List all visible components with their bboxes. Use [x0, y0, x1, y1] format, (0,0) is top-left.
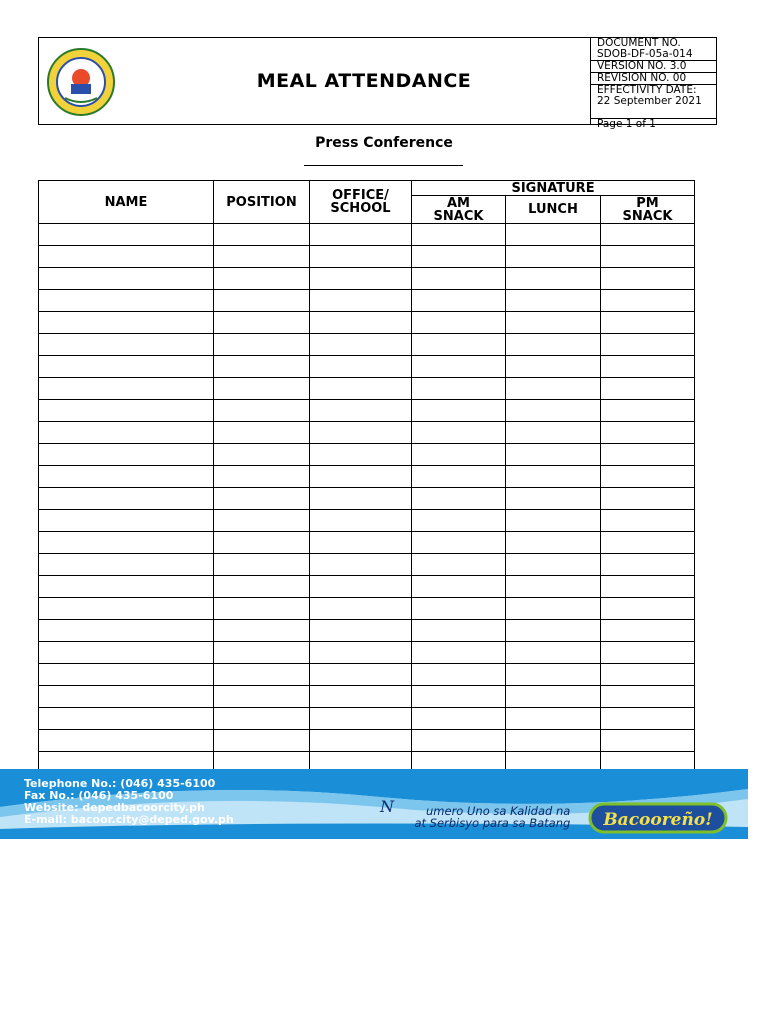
- lunch-cell[interactable]: [506, 268, 601, 290]
- table-row: [39, 510, 695, 532]
- attendance-rows: [39, 224, 695, 774]
- am-snack-cell[interactable]: [412, 356, 506, 378]
- table-row: [39, 642, 695, 664]
- attendance-table: [38, 180, 695, 774]
- pm-snack-cell[interactable]: [601, 356, 695, 378]
- position-cell[interactable]: [214, 444, 310, 466]
- pm-snack-cell[interactable]: [601, 422, 695, 444]
- position-cell[interactable]: [214, 510, 310, 532]
- motto-text: [380, 797, 571, 830]
- office-cell[interactable]: [310, 708, 412, 730]
- table-row: [39, 312, 695, 334]
- table-row: [39, 422, 695, 444]
- am-snack-cell[interactable]: [412, 620, 506, 642]
- position-cell[interactable]: [214, 378, 310, 400]
- office-cell[interactable]: [310, 224, 412, 246]
- position-cell[interactable]: [214, 334, 310, 356]
- bacooreno-brand-logo: [588, 800, 728, 836]
- lunch-cell[interactable]: [506, 246, 601, 268]
- am-snack-cell[interactable]: [412, 334, 506, 356]
- table-row: [39, 664, 695, 686]
- lunch-cell[interactable]: [506, 466, 601, 488]
- contact-info: [24, 778, 234, 826]
- effectivity-cell: [591, 85, 716, 119]
- lunch-cell[interactable]: [506, 290, 601, 312]
- table-row: [39, 224, 695, 246]
- lunch-cell[interactable]: [506, 686, 601, 708]
- position-cell[interactable]: [214, 422, 310, 444]
- table-row: [39, 246, 695, 268]
- table-row: [39, 356, 695, 378]
- lunch-cell[interactable]: [506, 444, 601, 466]
- page-number-cell: Page 1 of 1: [597, 118, 656, 130]
- name-cell[interactable]: [39, 312, 214, 334]
- name-cell[interactable]: [39, 664, 214, 686]
- lunch-cell[interactable]: [506, 598, 601, 620]
- name-cell[interactable]: [39, 510, 214, 532]
- lunch-cell[interactable]: [506, 400, 601, 422]
- pm-snack-header: [601, 196, 695, 224]
- position-cell[interactable]: [214, 708, 310, 730]
- lunch-cell[interactable]: [506, 422, 601, 444]
- am-snack-cell[interactable]: [412, 378, 506, 400]
- website-text: Website: depedbacoorcity.ph: [24, 801, 205, 814]
- table-row: [39, 576, 695, 598]
- pm-snack-cell[interactable]: [601, 532, 695, 554]
- am-snack-cell[interactable]: [412, 576, 506, 598]
- pm-snack-cell[interactable]: [601, 510, 695, 532]
- am-snack-header: [412, 196, 506, 224]
- position-cell[interactable]: [214, 532, 310, 554]
- am-snack-cell[interactable]: [412, 444, 506, 466]
- motto-line-1: umero Uno sa Kalidad na: [426, 804, 571, 818]
- am-snack-cell[interactable]: [412, 532, 506, 554]
- am-snack-cell[interactable]: [412, 290, 506, 312]
- position-cell[interactable]: [214, 400, 310, 422]
- name-cell[interactable]: [39, 532, 214, 554]
- name-cell[interactable]: [39, 356, 214, 378]
- name-cell[interactable]: [39, 466, 214, 488]
- name-header: NAME: [39, 181, 214, 224]
- lunch-cell[interactable]: [506, 554, 601, 576]
- office-school-label: OFFICE/ SCHOOL: [330, 188, 391, 216]
- lunch-cell[interactable]: [506, 708, 601, 730]
- pm-snack-cell[interactable]: [601, 686, 695, 708]
- table-row: [39, 466, 695, 488]
- table-row: [39, 290, 695, 312]
- position-cell[interactable]: [214, 488, 310, 510]
- pm-snack-cell[interactable]: [601, 576, 695, 598]
- name-cell[interactable]: [39, 730, 214, 752]
- lunch-cell[interactable]: [506, 334, 601, 356]
- am-snack-cell[interactable]: [412, 510, 506, 532]
- table-row: [39, 334, 695, 356]
- lunch-cell[interactable]: [506, 532, 601, 554]
- position-cell[interactable]: [214, 554, 310, 576]
- document-info-block: [590, 37, 716, 130]
- pm-snack-cell[interactable]: [601, 642, 695, 664]
- am-snack-cell[interactable]: [412, 598, 506, 620]
- office-cell[interactable]: [310, 268, 412, 290]
- effectivity-label: EFFECTIVITY DATE:: [597, 84, 697, 96]
- document-number-label: DOCUMENT NO.: [597, 37, 681, 49]
- pm-snack-cell[interactable]: [601, 334, 695, 356]
- table-row: [39, 400, 695, 422]
- position-cell[interactable]: [214, 356, 310, 378]
- position-cell[interactable]: [214, 598, 310, 620]
- position-cell[interactable]: [214, 686, 310, 708]
- name-cell[interactable]: [39, 334, 214, 356]
- version-cell: VERSION NO. 3.0: [591, 61, 716, 73]
- table-row: [39, 444, 695, 466]
- effectivity-date: 22 September 2021: [597, 95, 702, 107]
- fax-text: Fax No.: (046) 435-6100: [24, 789, 174, 802]
- position-cell[interactable]: [214, 466, 310, 488]
- name-cell[interactable]: [39, 642, 214, 664]
- am-snack-label: AM SNACK: [433, 195, 484, 224]
- am-snack-cell[interactable]: [412, 268, 506, 290]
- pm-snack-label: PM SNACK: [622, 195, 673, 224]
- name-cell[interactable]: [39, 620, 214, 642]
- office-cell[interactable]: [310, 664, 412, 686]
- name-cell[interactable]: [39, 400, 214, 422]
- lunch-cell[interactable]: [506, 576, 601, 598]
- document-number-cell: [591, 38, 716, 61]
- office-cell[interactable]: [310, 400, 412, 422]
- pm-snack-cell[interactable]: [601, 598, 695, 620]
- lunch-cell[interactable]: [506, 356, 601, 378]
- office-cell[interactable]: [310, 422, 412, 444]
- name-cell[interactable]: [39, 422, 214, 444]
- name-cell[interactable]: [39, 488, 214, 510]
- name-cell[interactable]: [39, 290, 214, 312]
- event-underline: [304, 165, 463, 166]
- pm-snack-cell[interactable]: [601, 620, 695, 642]
- am-snack-cell[interactable]: [412, 642, 506, 664]
- lunch-cell[interactable]: [506, 312, 601, 334]
- position-cell[interactable]: [214, 246, 310, 268]
- pm-snack-cell[interactable]: [601, 730, 695, 752]
- office-cell[interactable]: [310, 290, 412, 312]
- table-row: [39, 532, 695, 554]
- table-row: [39, 268, 695, 290]
- office-cell[interactable]: [310, 576, 412, 598]
- lunch-cell[interactable]: [506, 510, 601, 532]
- table-row: [39, 378, 695, 400]
- am-snack-cell[interactable]: [412, 400, 506, 422]
- am-snack-cell[interactable]: [412, 554, 506, 576]
- lunch-cell[interactable]: [506, 620, 601, 642]
- name-cell[interactable]: [39, 378, 214, 400]
- motto-initial: N: [380, 797, 394, 816]
- office-cell[interactable]: [310, 444, 412, 466]
- office-cell[interactable]: [310, 466, 412, 488]
- name-cell[interactable]: [39, 444, 214, 466]
- table-row: [39, 488, 695, 510]
- document-header: [38, 37, 717, 130]
- office-cell[interactable]: [310, 334, 412, 356]
- am-snack-cell[interactable]: [412, 686, 506, 708]
- telephone-text: Telephone No.: (046) 435-6100: [24, 777, 216, 790]
- table-row: [39, 554, 695, 576]
- office-cell[interactable]: [310, 554, 412, 576]
- lunch-cell[interactable]: [506, 642, 601, 664]
- am-snack-cell[interactable]: [412, 312, 506, 334]
- position-cell[interactable]: [214, 576, 310, 598]
- lunch-cell[interactable]: [506, 664, 601, 686]
- pm-snack-cell[interactable]: [601, 554, 695, 576]
- revision-cell: REVISION NO. 00: [591, 73, 716, 85]
- pm-snack-cell[interactable]: [601, 444, 695, 466]
- lunch-cell[interactable]: [506, 488, 601, 510]
- lunch-cell[interactable]: [506, 224, 601, 246]
- brand-text: Bacooreño!: [603, 810, 713, 830]
- table-row: [39, 686, 695, 708]
- position-header: POSITION: [214, 181, 310, 224]
- am-snack-cell[interactable]: [412, 224, 506, 246]
- am-snack-cell[interactable]: [412, 664, 506, 686]
- table-row: [39, 620, 695, 642]
- office-cell[interactable]: [310, 532, 412, 554]
- office-cell[interactable]: [310, 378, 412, 400]
- position-cell[interactable]: [214, 620, 310, 642]
- position-cell[interactable]: [214, 730, 310, 752]
- pm-snack-cell[interactable]: [601, 664, 695, 686]
- signature-header: SIGNATURE: [412, 181, 695, 196]
- table-row: [39, 730, 695, 752]
- office-cell[interactable]: [310, 510, 412, 532]
- am-snack-cell[interactable]: [412, 246, 506, 268]
- name-cell[interactable]: [39, 268, 214, 290]
- am-snack-cell[interactable]: [412, 708, 506, 730]
- table-row: [39, 708, 695, 730]
- office-cell[interactable]: [310, 642, 412, 664]
- pm-snack-cell[interactable]: [601, 312, 695, 334]
- office-cell[interactable]: [310, 356, 412, 378]
- email-text: E-mail: bacoor.city@deped.gov.ph: [24, 813, 234, 826]
- am-snack-cell[interactable]: [412, 422, 506, 444]
- pm-snack-cell[interactable]: [601, 708, 695, 730]
- pm-snack-cell[interactable]: [601, 466, 695, 488]
- name-cell[interactable]: [39, 554, 214, 576]
- position-cell[interactable]: [214, 664, 310, 686]
- pm-snack-cell[interactable]: [601, 290, 695, 312]
- position-cell[interactable]: [214, 268, 310, 290]
- event-title: Press Conference: [315, 135, 453, 151]
- lunch-header: LUNCH: [506, 196, 601, 224]
- office-cell[interactable]: [310, 598, 412, 620]
- position-cell[interactable]: [214, 290, 310, 312]
- pm-snack-cell[interactable]: [601, 224, 695, 246]
- position-cell[interactable]: [214, 224, 310, 246]
- table-row: [39, 598, 695, 620]
- am-snack-cell[interactable]: [412, 730, 506, 752]
- name-cell[interactable]: [39, 224, 214, 246]
- am-snack-cell[interactable]: [412, 488, 506, 510]
- office-cell[interactable]: [310, 686, 412, 708]
- pm-snack-cell[interactable]: [601, 268, 695, 290]
- office-cell[interactable]: [310, 488, 412, 510]
- office-cell[interactable]: [310, 620, 412, 642]
- office-cell[interactable]: [310, 312, 412, 334]
- name-cell[interactable]: [39, 708, 214, 730]
- name-cell[interactable]: [39, 246, 214, 268]
- deped-seal-logo: [47, 48, 115, 116]
- office-school-header: [310, 181, 412, 224]
- office-cell[interactable]: [310, 730, 412, 752]
- pm-snack-cell[interactable]: [601, 246, 695, 268]
- position-cell[interactable]: [214, 642, 310, 664]
- name-cell[interactable]: [39, 576, 214, 598]
- name-cell[interactable]: [39, 686, 214, 708]
- document-number-value: SDOB-DF-05a-014: [597, 48, 693, 60]
- am-snack-cell[interactable]: [412, 466, 506, 488]
- pm-snack-cell[interactable]: [601, 488, 695, 510]
- document-title: MEAL ATTENDANCE: [256, 70, 472, 92]
- lunch-cell[interactable]: [506, 378, 601, 400]
- pm-snack-cell[interactable]: [601, 400, 695, 422]
- lunch-cell[interactable]: [506, 730, 601, 752]
- name-cell[interactable]: [39, 598, 214, 620]
- office-cell[interactable]: [310, 246, 412, 268]
- pm-snack-cell[interactable]: [601, 378, 695, 400]
- position-cell[interactable]: [214, 312, 310, 334]
- motto-line-2: at Serbisyo para sa Batang: [414, 816, 571, 830]
